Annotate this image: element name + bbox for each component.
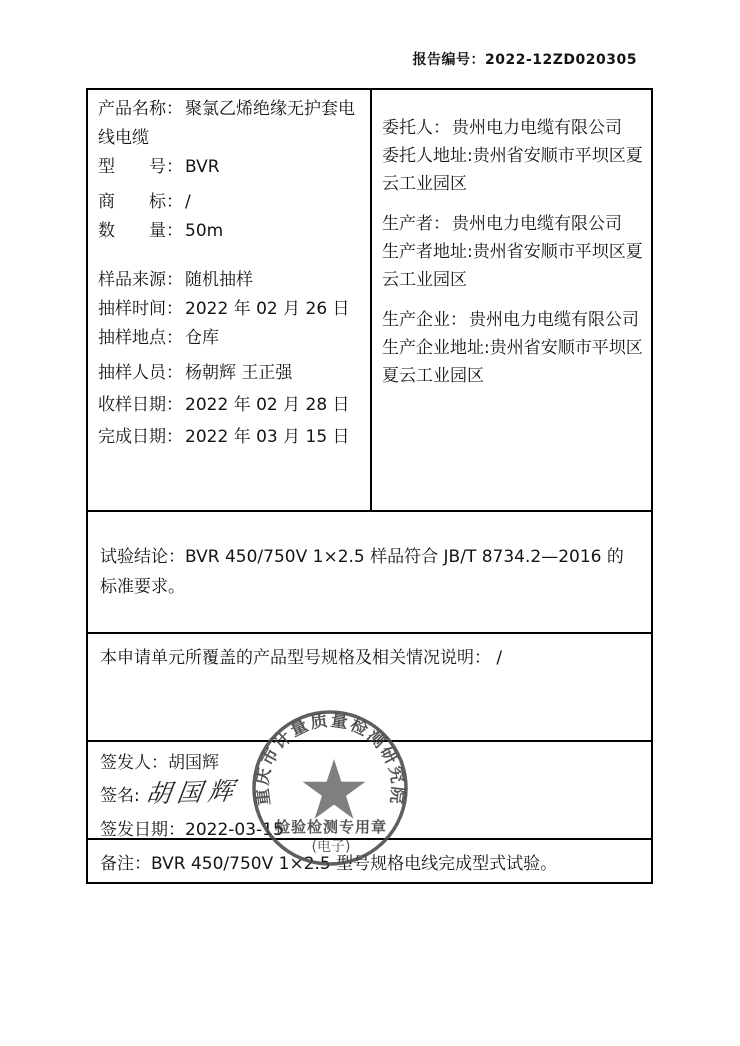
field-sample-source-label: 样品来源： bbox=[98, 270, 183, 290]
field-complete-date-value: 2022 年 03 月 15 日 bbox=[185, 427, 350, 447]
field-client-address-value: 贵州省安顺市平坝区夏云工业园区 bbox=[382, 146, 643, 194]
field-issue-date-label: 签发日期： bbox=[100, 820, 185, 840]
field-complete-date-label: 完成日期： bbox=[98, 427, 183, 447]
field-sampling-time-value: 2022 年 02 月 26 日 bbox=[185, 299, 350, 319]
conclusion-value: BVR 450/750V 1×2.5 样品符合 JB/T 8734.2—2016 的标准要求。 bbox=[100, 547, 624, 597]
field-sampling-time bbox=[98, 295, 362, 324]
remark-value: BVR 450/750V 1×2.5 型号规格电线完成型式试验。 bbox=[151, 854, 558, 874]
field-client-value: 贵州电力电缆有限公司 bbox=[452, 118, 622, 138]
field-trademark-label: 商 标： bbox=[98, 192, 183, 212]
conclusion-row bbox=[88, 510, 651, 632]
field-client-label: 委托人： bbox=[382, 118, 450, 138]
field-product-name-value: 聚氯乙烯绝缘无护套电线电缆 bbox=[98, 99, 355, 148]
coverage-label: 本申请单元所覆盖的产品型号规格及相关情况说明： bbox=[100, 648, 491, 668]
field-model-label: 型 号： bbox=[98, 157, 183, 177]
field-manufacturer bbox=[382, 306, 643, 334]
field-trademark-value: / bbox=[185, 192, 191, 212]
field-manufacturer-address-value: 贵州省安顺市平坝区夏云工业园区 bbox=[382, 338, 643, 386]
field-sample-source bbox=[98, 266, 362, 295]
field-model bbox=[98, 153, 362, 182]
field-issuer-label: 签发人： bbox=[100, 753, 168, 773]
field-receive-date-label: 收样日期： bbox=[98, 395, 183, 415]
seal-subtitle-text: (电子) bbox=[311, 839, 351, 855]
field-issuer-value: 胡国辉 bbox=[168, 753, 219, 773]
coverage-text bbox=[100, 648, 502, 668]
field-complete-date bbox=[98, 421, 362, 453]
parties-cell bbox=[372, 90, 651, 510]
field-sampling-place-label: 抽样地点： bbox=[98, 328, 183, 348]
field-quantity bbox=[98, 217, 362, 246]
field-sampling-staff-label: 抽样人员： bbox=[98, 363, 183, 383]
field-sampling-time-label: 抽样时间： bbox=[98, 299, 183, 319]
field-producer-address-value: 贵州省安顺市平坝区夏云工业园区 bbox=[382, 242, 643, 290]
field-manufacturer-value: 贵州电力电缆有限公司 bbox=[469, 310, 639, 330]
field-sampling-staff bbox=[98, 357, 362, 389]
field-producer-address-label: 生产者地址: bbox=[382, 242, 473, 262]
sample-info-cell bbox=[88, 90, 372, 510]
star-icon bbox=[303, 759, 366, 819]
field-quantity-label: 数 量： bbox=[98, 221, 183, 241]
remark-label: 备注： bbox=[100, 854, 151, 874]
seal-ring-text: 重庆市计量质量检测研究院 bbox=[252, 710, 408, 807]
field-signature-label: 签名: bbox=[100, 786, 140, 806]
field-issue-date-value: 2022-03-15 bbox=[185, 820, 284, 840]
conclusion-label: 试验结论： bbox=[100, 547, 185, 567]
report-number-value: 2022-12ZD020305 bbox=[485, 52, 637, 68]
field-client-address bbox=[382, 142, 643, 198]
report-number bbox=[413, 49, 637, 69]
inspection-seal bbox=[230, 692, 430, 892]
field-producer-address bbox=[382, 238, 643, 294]
field-receive-date bbox=[98, 389, 362, 421]
info-row bbox=[88, 90, 651, 510]
field-product-name bbox=[98, 95, 362, 153]
field-manufacturer-address-label: 生产企业地址: bbox=[382, 338, 490, 358]
field-receive-date-value: 2022 年 02 月 28 日 bbox=[185, 395, 350, 415]
field-sampling-staff-value: 杨朝辉 王正强 bbox=[185, 363, 293, 383]
field-producer-label: 生产者： bbox=[382, 214, 450, 234]
conclusion-text bbox=[100, 542, 639, 602]
report-number-label: 报告编号： bbox=[412, 52, 486, 68]
field-manufacturer-label: 生产企业： bbox=[382, 310, 467, 330]
handwritten-signature: 胡国辉 bbox=[143, 776, 241, 809]
field-manufacturer-address bbox=[382, 334, 643, 390]
field-product-name-label: 产品名称： bbox=[98, 99, 183, 119]
field-client bbox=[382, 114, 643, 142]
field-sampling-place bbox=[98, 324, 362, 353]
field-sample-source-value: 随机抽样 bbox=[185, 270, 253, 290]
seal-title-text: 检验检测专用章 bbox=[274, 818, 388, 836]
field-trademark bbox=[98, 188, 362, 217]
field-client-address-label: 委托人地址: bbox=[382, 146, 473, 166]
field-model-value: BVR bbox=[185, 157, 220, 177]
field-producer-value: 贵州电力电缆有限公司 bbox=[452, 214, 622, 234]
coverage-value: / bbox=[496, 648, 503, 668]
field-quantity-value: 50m bbox=[185, 221, 224, 241]
field-sampling-place-value: 仓库 bbox=[185, 328, 219, 348]
field-producer bbox=[382, 210, 643, 238]
